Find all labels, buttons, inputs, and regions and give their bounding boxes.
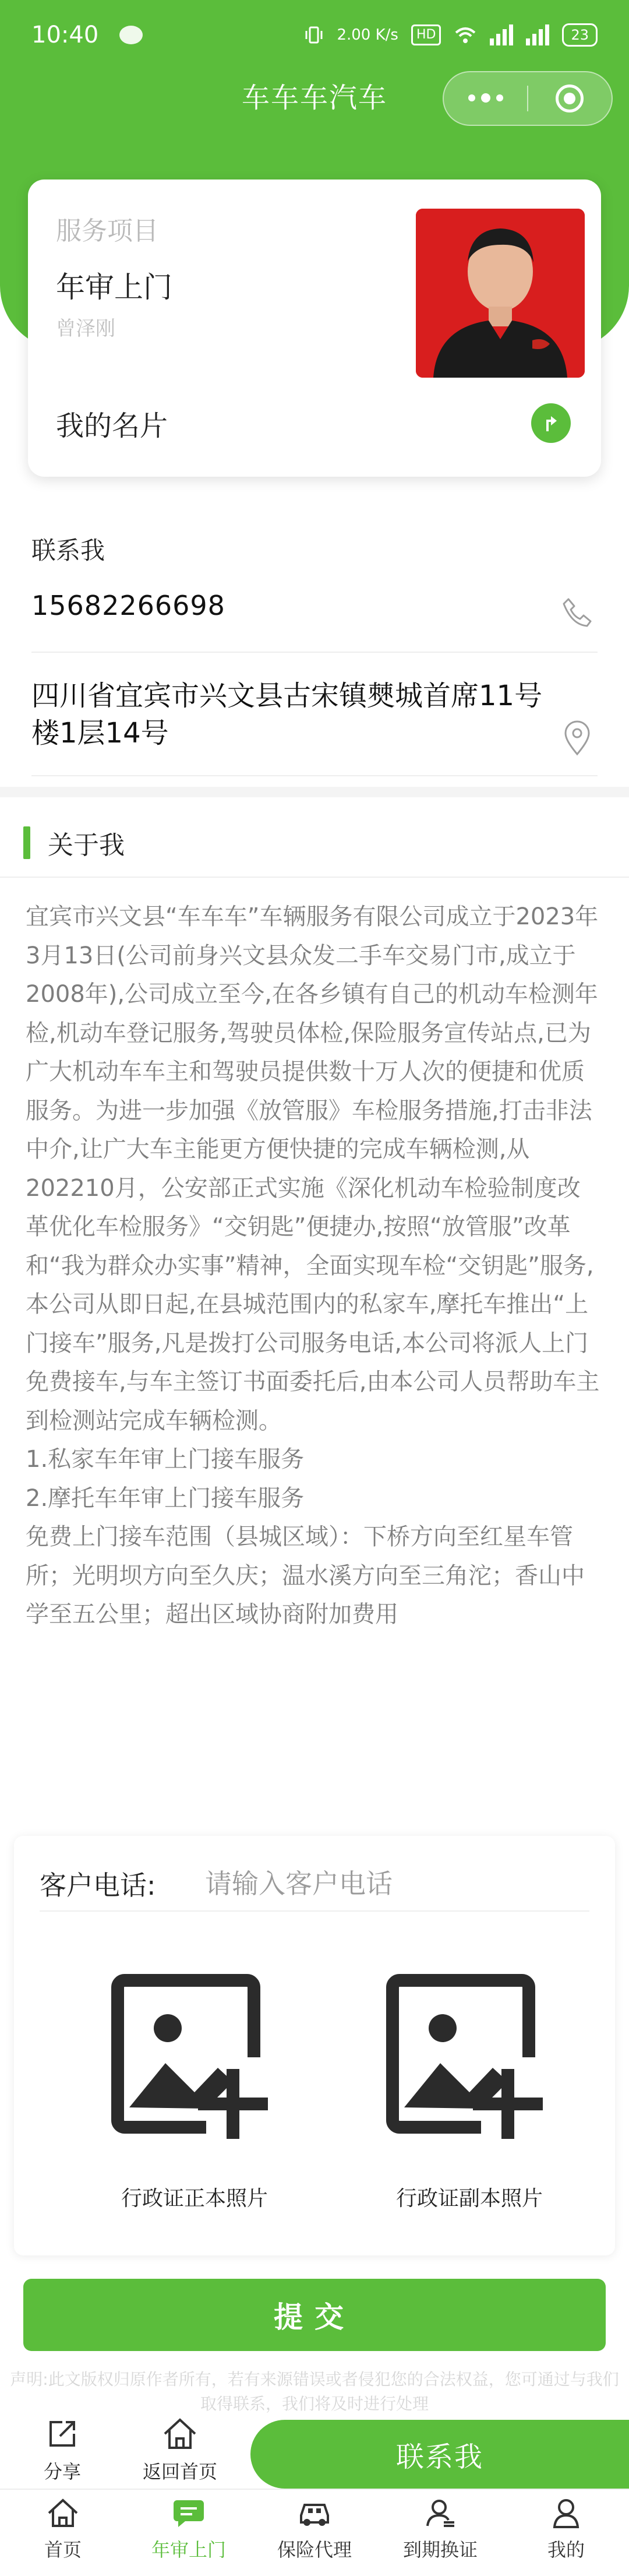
share-label: 分享 (43, 2461, 81, 2483)
tab-home-label: 首页 (44, 2539, 82, 2561)
phone-number[interactable]: 15682266698 (31, 590, 225, 621)
address-text: 四川省宜宾市兴文县古宋镇僰城首席11号楼1层14号 (31, 680, 543, 749)
wifi-icon (454, 26, 477, 44)
submit-button[interactable]: 提交 (23, 2279, 606, 2351)
upload-license-front[interactable] (78, 1970, 311, 2212)
tab-mine-label: 我的 (547, 2539, 585, 2561)
location-pin-icon[interactable] (563, 720, 592, 759)
customer-phone-row (40, 1857, 589, 1912)
person-name: 曾泽刚 (56, 317, 115, 340)
contact-section-title: 联系我 (31, 536, 105, 565)
wechat-notification-icon (119, 26, 143, 44)
my-card-label: 我的名片 (56, 410, 168, 442)
car-icon (296, 2498, 333, 2528)
tab-license-renewal-label: 到期换证 (402, 2539, 478, 2561)
accent-bar (23, 826, 30, 859)
action-bar (0, 2416, 629, 2489)
battery-indicator: 23 (562, 23, 598, 47)
license-icon (424, 2498, 457, 2528)
about-divider (0, 877, 629, 878)
service-name: 年审上门 (56, 270, 172, 304)
share-button[interactable] (13, 2416, 112, 2484)
signal-icon (490, 24, 513, 45)
nav-bar (0, 69, 629, 127)
more-menu-icon[interactable] (444, 94, 527, 103)
upload-license-back[interactable] (353, 1970, 586, 2212)
about-title: 关于我 (48, 830, 125, 860)
chat-icon (172, 2498, 205, 2528)
about-item-2: 2.摩托车年审上门接车服务 (26, 1484, 305, 1512)
status-bar (0, 0, 629, 70)
tab-annual-inspection[interactable] (126, 2490, 252, 2576)
tab-license-renewal[interactable] (377, 2490, 503, 2576)
home-icon (161, 2416, 199, 2451)
customer-phone-input[interactable] (205, 1868, 578, 1899)
user-icon (550, 2498, 582, 2528)
phone-icon[interactable] (559, 594, 594, 632)
back-home-button[interactable] (130, 2416, 229, 2484)
tab-annual-inspection-label: 年审上门 (151, 2539, 226, 2561)
phone-row[interactable] (31, 580, 598, 653)
net-speed: 2.00 K/s (337, 26, 398, 44)
about-header (23, 825, 125, 860)
tab-bar (0, 2489, 629, 2576)
page-title: 车车车汽车 (241, 82, 387, 114)
tab-home[interactable] (0, 2490, 126, 2576)
person-portrait-icon (416, 209, 585, 378)
vibrate-icon (304, 25, 324, 45)
hd-badge: HD (411, 24, 441, 45)
tab-insurance[interactable] (252, 2490, 377, 2576)
status-time: 10:40 (31, 22, 99, 48)
contact-me-button[interactable]: 联系我 (250, 2420, 629, 2489)
profile-photo (416, 209, 585, 378)
about-content (26, 898, 603, 1634)
upload-license-front-caption: 行政证正本照片 (121, 2187, 268, 2211)
tab-mine[interactable] (503, 2490, 629, 2576)
upload-license-back-caption: 行政证副本照片 (395, 2187, 543, 2211)
navigate-icon[interactable] (531, 403, 571, 443)
back-home-label: 返回首页 (142, 2461, 217, 2483)
close-miniprogram-icon[interactable] (528, 85, 612, 112)
status-indicators (304, 23, 598, 47)
mini-program-capsule (443, 71, 613, 126)
section-divider (0, 787, 629, 797)
about-paragraph: 宜宾市兴文县“车车车”车辆服务有限公司成立于2023年3月13日(公司前身兴文县众发二手车交易门市,成立于2008年),公司成立至今,在各乡镇有自己的机动车检测年检,机动车登记服务,驾驶员体检,保险服务宣传站点,已为广大机动车车主和驾驶员提供数十万人次的便捷和优质服务。为进一步加强《放管服》车检服务措施,打击非法中介,让广大车主能更方便快捷的完成车辆检测,从202210月，公安部正式实施《深化机动车检验制度改革优化车检服务》“交钥匙”便捷办,按照“放管服”改革和“我为群众办实事”精神，全面实现车检“交钥匙”服务,本公司从即日起,在县城范围内的私家车,摩托车推出“上门接车”服务,凡是拨打公司服务电话,本公司将派人上门免费接车,与车主签订书面委托后,由本公司人员帮助车主到检测站完成车辆检测。 (26, 903, 600, 1434)
add-image-icon[interactable] (382, 1970, 557, 2145)
business-card (28, 180, 601, 477)
tab-insurance-label: 保险代理 (277, 2539, 352, 2561)
add-image-icon[interactable] (107, 1970, 282, 2145)
home-icon (47, 2498, 79, 2528)
about-item-1: 1.私家车年审上门接车服务 (26, 1446, 305, 1473)
disclaimer-text: 声明:此文版权归原作者所有，若有来源错误或者侵犯您的合法权益，您可通过与我们取得联系，我们将及时进行处理 (10, 2370, 619, 2413)
about-service-range: 免费上门接车范围（县城区域）：下桥方向至红星车管所；光明坝方向至久庆；温水溪方向至三角沱；香山中学至五公里；超出区域协商附加费用 (26, 1523, 585, 1628)
order-form (14, 1836, 615, 2255)
share-icon (45, 2416, 80, 2451)
service-label: 服务项目 (56, 216, 158, 246)
customer-phone-label: 客户电话: (40, 1870, 156, 1901)
address-row[interactable] (31, 664, 598, 776)
signal-icon-2 (526, 24, 549, 45)
